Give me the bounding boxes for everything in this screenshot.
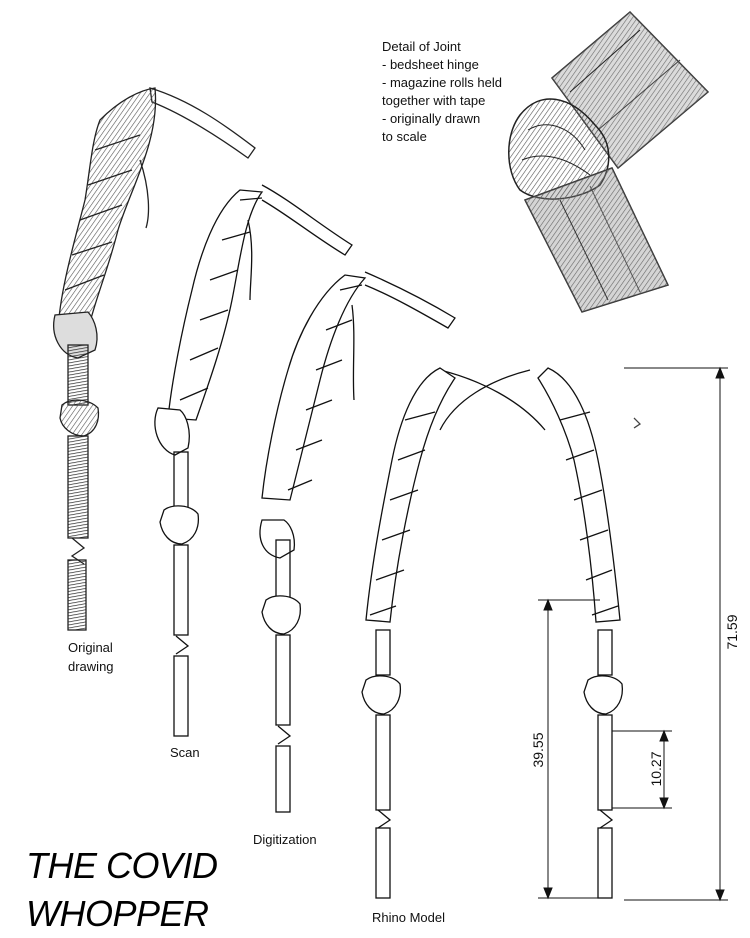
page-title [26,842,218,938]
joint-note-line: together with tape [382,93,486,108]
joint-detail-sketch [509,12,708,312]
dimension-overall: 71.59 [724,614,740,650]
stage-label-original [68,638,114,676]
rhino-model-sketch [362,368,640,898]
dimension-arm-section: 39.55 [530,732,546,768]
stage-label-rhino-model: Rhino Model [372,910,445,925]
dimension-lower-section: 10.27 [648,751,664,787]
stage-label-digitization: Digitization [253,832,317,847]
joint-note-line: - magazine rolls held [382,75,502,90]
stage-label-original-line1: Original [68,640,113,655]
title-line1: THE COVID [26,845,218,886]
original-drawing-sketch [54,88,255,630]
digitization-sketch [260,272,455,812]
dimension-lines [538,368,728,900]
joint-detail-note [382,38,502,146]
joint-note-line: - bedsheet hinge [382,57,479,72]
scan-sketch [155,185,352,736]
title-line2: WHOPPER [26,893,209,934]
joint-note-line: to scale [382,129,427,144]
joint-note-line: - originally drawn [382,111,481,126]
joint-note-heading: Detail of Joint [382,39,461,54]
stage-label-scan: Scan [170,745,200,760]
stage-label-original-line2: drawing [68,659,114,674]
